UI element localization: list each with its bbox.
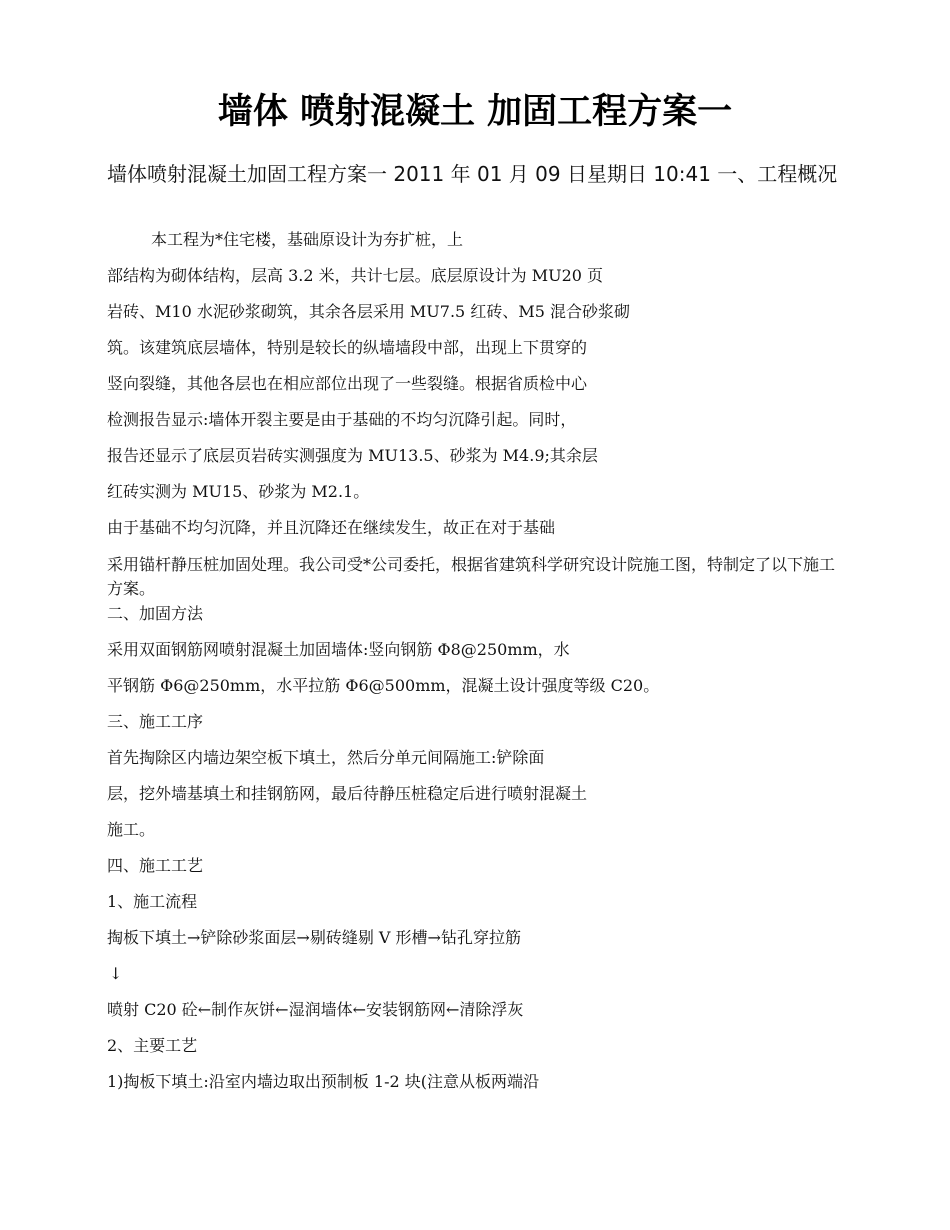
paragraph-line: 1)掏板下填土:沿室内墙边取出预制板 1-2 块(注意从板两端沿 <box>107 1072 539 1091</box>
paragraph-line: 首先掏除区内墙边架空板下填土，然后分单元间隔施工:铲除面 <box>107 748 545 767</box>
paragraph-line: 施工。 <box>107 820 156 839</box>
paragraph-line: 筑。该建筑底层墙体，特别是较长的纵墙墙段中部，出现上下贯穿的 <box>107 338 588 357</box>
process-flow-line: 掏板下填土→铲除砂浆面层→剔砖缝剔 V 形槽→钻孔穿拉筋 <box>107 928 521 947</box>
paragraph-line: 本工程为*住宅楼，基础原设计为夯扩桩，上 <box>151 230 464 249</box>
paragraph-line: 检测报告显示:墙体开裂主要是由于基础的不均匀沉降引起。同时， <box>107 410 577 429</box>
paragraph-line: 部结构为砌体结构，层高 3.2 米，共计七层。底层原设计为 MU20 页 <box>107 266 604 285</box>
paragraph-line: 红砖实测为 MU15、砂浆为 M2.1。 <box>107 482 370 501</box>
subsection-heading: 2、主要工艺 <box>107 1036 198 1055</box>
process-flow-line: 喷射 C20 砼←制作灰饼←湿润墙体←安装钢筋网←清除浮灰 <box>107 1000 524 1019</box>
paragraph-line: 采用双面钢筋网喷射混凝土加固墙体:竖向钢筋 Φ8@250mm，水 <box>107 640 570 659</box>
section-heading: 三、施工工序 <box>107 712 204 731</box>
down-arrow-icon: ↓ <box>109 964 123 983</box>
paragraph-line: 岩砖、M10 水泥砂浆砌筑，其余各层采用 MU7.5 红砖、M5 混合砂浆砌 <box>107 302 630 321</box>
paragraph-line: 层，挖外墙基填土和挂钢筋网，最后待静压桩稳定后进行喷射混凝土 <box>107 784 588 803</box>
section-heading: 四、施工工艺 <box>107 856 204 875</box>
document-body <box>107 226 847 1104</box>
paragraph-line: 由于基础不均匀沉降，并且沉降还在继续发生，故正在对于基础 <box>107 518 556 537</box>
paragraph-line: 平钢筋 Φ6@250mm，水平拉筋 Φ6@500mm，混凝土设计强度等级 C20。 <box>107 676 660 695</box>
subsection-heading: 1、施工流程 <box>107 892 198 911</box>
paragraph-line: 竖向裂缝，其他各层也在相应部位出现了一些裂缝。根据省质检中心 <box>107 374 588 393</box>
paragraph-line: 采用锚杆静压桩加固处理。我公司受*公司委托，根据省建筑科学研究设计院施工图，特制定了以下施工方案。 <box>107 555 836 598</box>
paragraph-line: 报告还显示了底层页岩砖实测强度为 MU13.5、砂浆为 M4.9;其余层 <box>107 446 598 465</box>
section-heading: 二、加固方法 <box>107 604 204 623</box>
document-title: 墙体 喷射混凝土 加固工程方案一 <box>217 92 733 132</box>
document-subtitle: 墙体喷射混凝土加固工程方案一 2011 年 01 月 09 日星期日 10:41 一、工程概况 <box>107 162 838 186</box>
